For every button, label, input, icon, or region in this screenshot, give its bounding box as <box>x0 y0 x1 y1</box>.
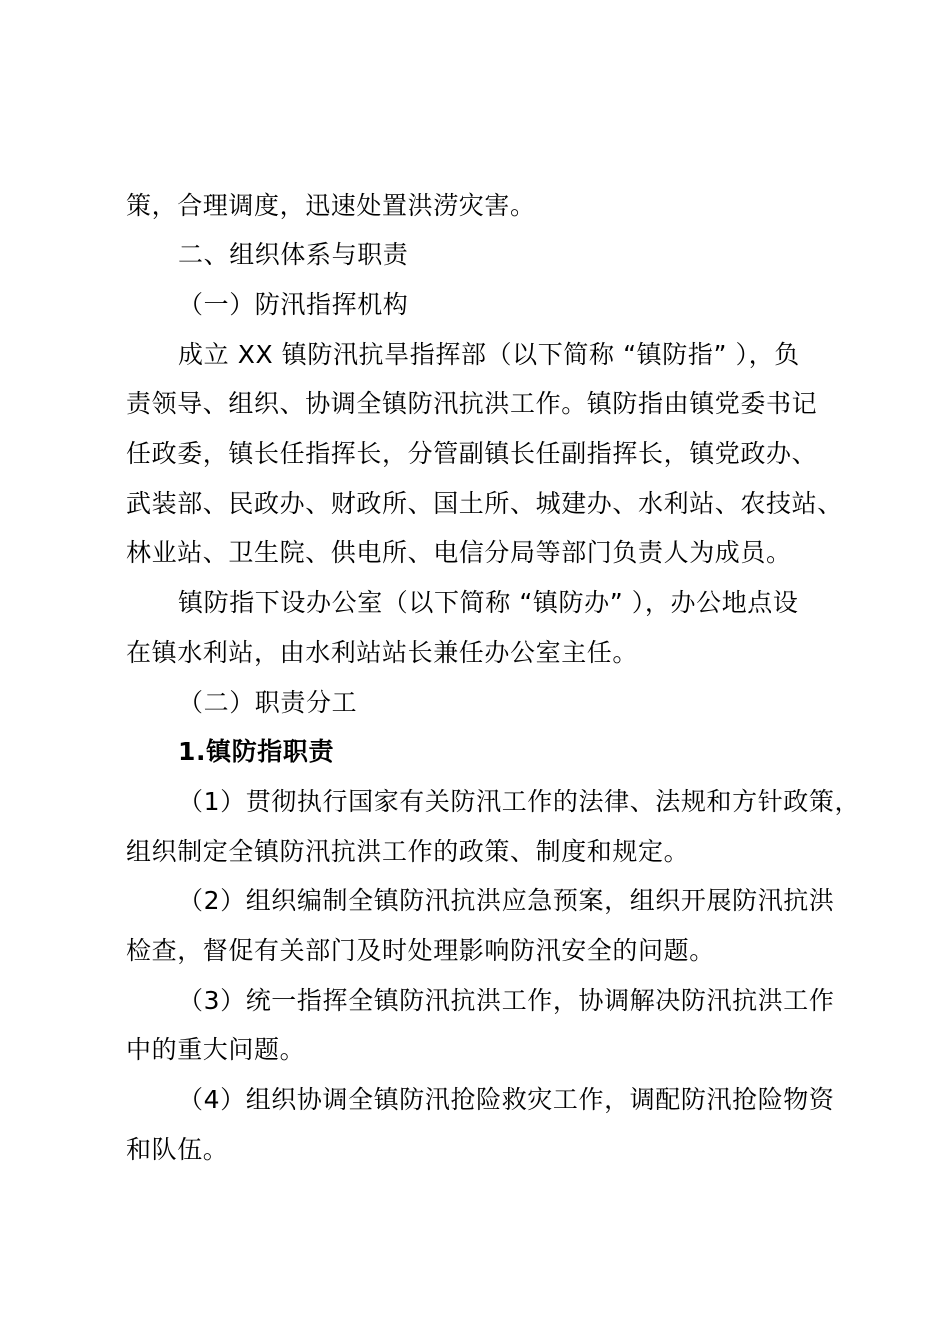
section-heading: 二、组织体系与职责 <box>178 240 409 269</box>
text-line: 在镇水利站，由水利站站长兼任办公室主任。 <box>126 638 639 667</box>
text-line: 和队伍。 <box>126 1135 229 1164</box>
text-line: （4）组织协调全镇防汛抢险救灾工作，调配防汛抢险物资 <box>178 1085 835 1114</box>
text-line: （1）贯彻执行国家有关防汛工作的法律、法规和方针政策， <box>178 787 861 816</box>
text-line: 任政委，镇长任指挥长，分管副镇长任副指挥长，镇党政办、 <box>126 439 818 468</box>
text-line: （2）组织编制全镇防汛抗洪应急预案，组织开展防汛抗洪 <box>178 886 835 915</box>
text-line: 成立 XX 镇防汛抗旱指挥部（以下简称 “镇防指” ），负 <box>178 340 800 369</box>
text-line: （3）统一指挥全镇防汛抗洪工作，协调解决防汛抗洪工作 <box>178 986 835 1015</box>
text-line: 林业站、卫生院、供电所、电信分局等部门负责人为成员。 <box>126 538 792 567</box>
subsection-heading: （二）职责分工 <box>178 688 358 717</box>
subsection-heading: （一）防汛指挥机构 <box>178 290 409 319</box>
text-line: 镇防指下设办公室（以下简称 “镇防办” ），办公地点设 <box>178 588 799 617</box>
text-line: 检查，督促有关部门及时处理影响防汛安全的问题。 <box>126 936 715 965</box>
text-line: 中的重大问题。 <box>126 1035 306 1064</box>
text-line: 策，合理调度，迅速处置洪涝灾害。 <box>126 191 536 220</box>
item-heading: 1.镇防指职责 <box>178 737 335 766</box>
text-line: 责领导、组织、协调全镇防汛抗洪工作。镇防指由镇党委书记 <box>126 389 818 418</box>
text-line: 武装部、民政办、财政所、国土所、城建办、水利站、农技站、 <box>126 489 843 518</box>
text-line: 组织制定全镇防汛抗洪工作的政策、制度和规定。 <box>126 837 690 866</box>
